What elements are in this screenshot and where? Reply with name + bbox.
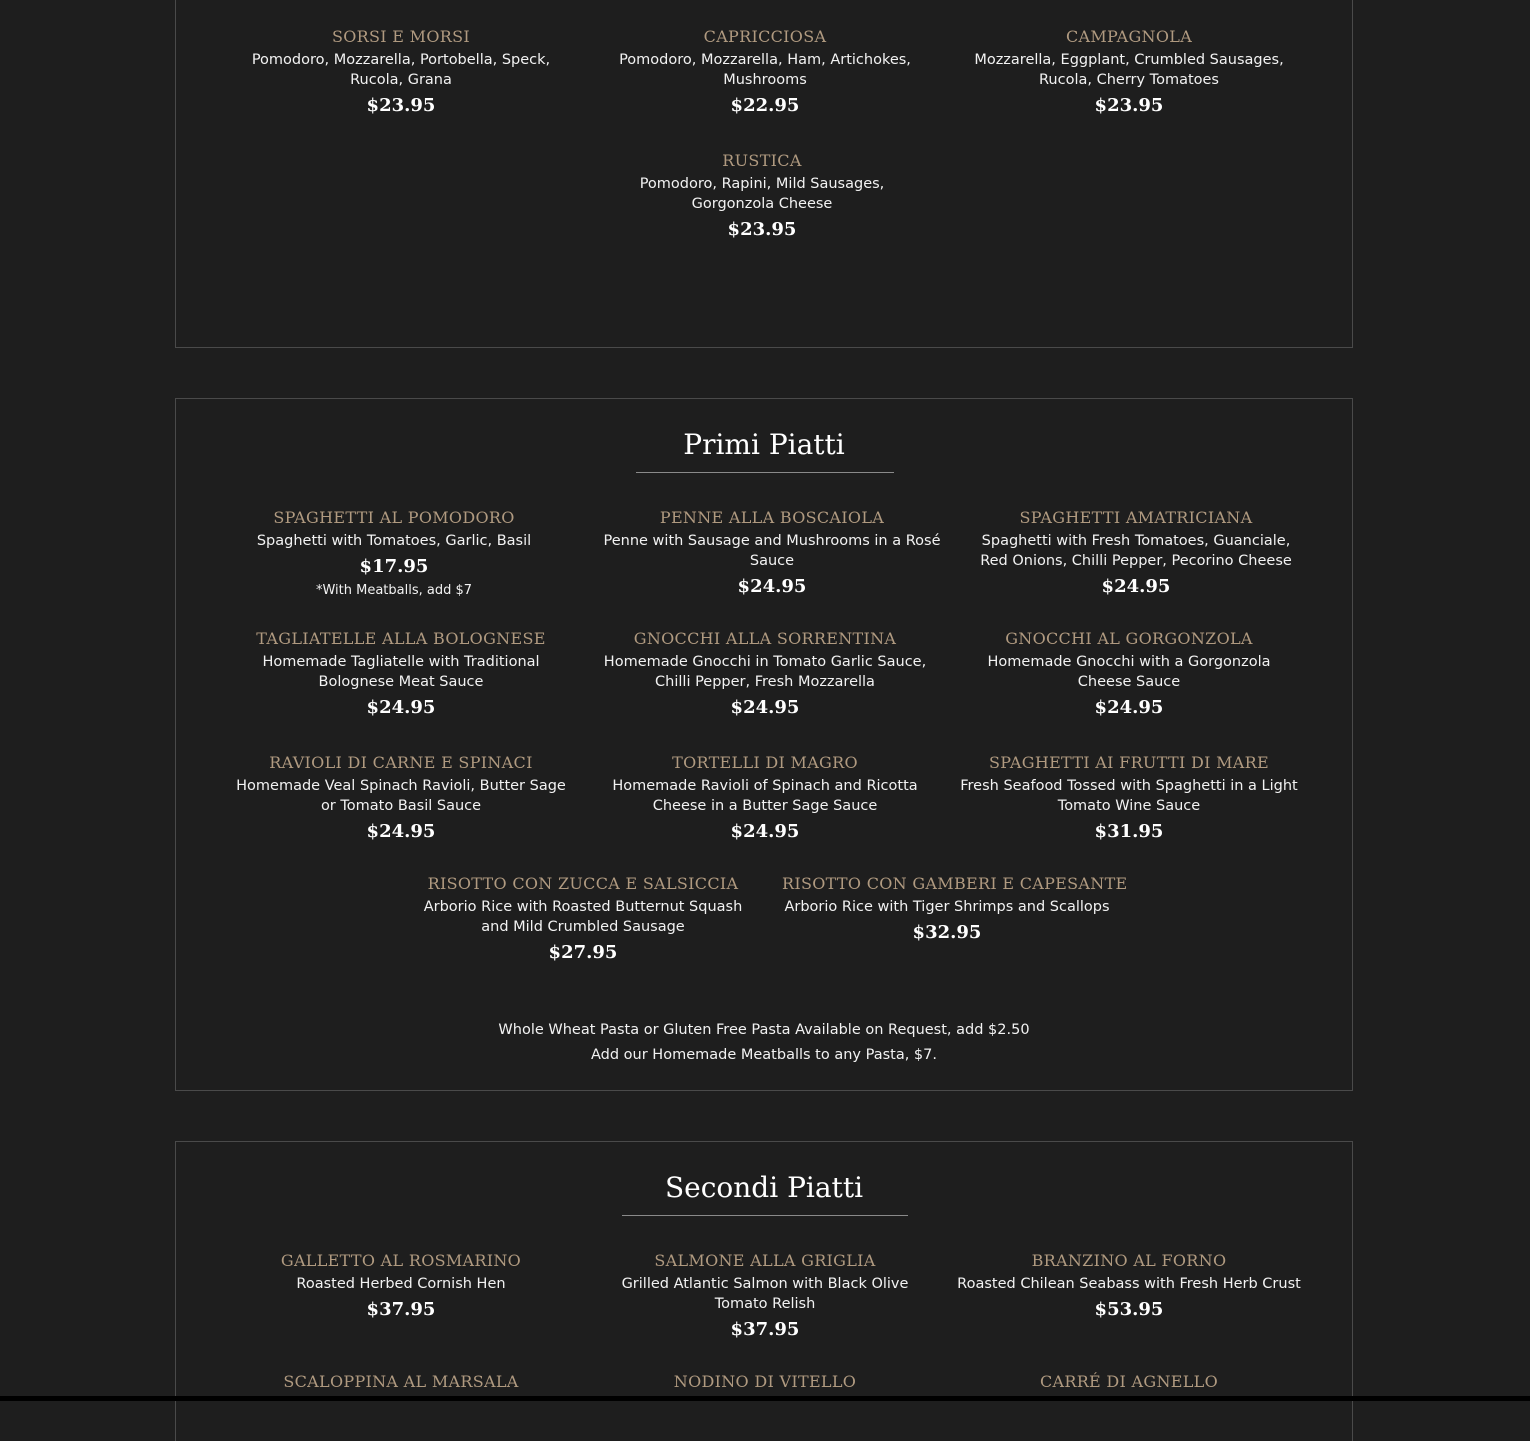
menu-item bbox=[251, 629, 551, 721]
item-description: Homemade Tagliatelle with Traditional Bolognese Meat Sauce bbox=[262, 654, 540, 690]
menu-item bbox=[236, 1251, 566, 1323]
item-description: Roasted Herbed Cornish Hen bbox=[296, 1276, 506, 1292]
item-description: Arborio Rice with Roasted Butternut Squash and Mild Crumbled Sausage bbox=[423, 899, 743, 935]
item-price: $24.95 bbox=[730, 697, 800, 718]
menu-item bbox=[224, 508, 564, 600]
item-name: BRANZINO AL FORNO bbox=[1031, 1251, 1227, 1270]
section-divider bbox=[622, 1215, 908, 1216]
item-price: $31.95 bbox=[1094, 821, 1164, 842]
item-price: $24.95 bbox=[737, 576, 807, 597]
item-price: $24.95 bbox=[1094, 697, 1164, 718]
item-price: $17.95 bbox=[359, 556, 429, 577]
item-name: SPAGHETTI AMATRICIANA bbox=[1019, 508, 1253, 527]
item-price: $24.95 bbox=[366, 697, 436, 718]
item-name: CAMPAGNOLA bbox=[1065, 27, 1193, 46]
item-description: Grilled Atlantic Salmon with Black Olive Tomato Relish bbox=[621, 1276, 909, 1312]
item-price: $24.95 bbox=[730, 821, 800, 842]
item-price: $23.95 bbox=[1094, 95, 1164, 116]
item-name: CARRÉ DI AGNELLO bbox=[1039, 1372, 1219, 1391]
pasta-footnotes bbox=[176, 1018, 1352, 1068]
item-name: GNOCCHI AL GORGONZOLA bbox=[1005, 629, 1253, 648]
menu-item bbox=[959, 629, 1299, 721]
menu-item bbox=[597, 151, 927, 243]
item-description: Pomodoro, Mozzarella, Portobella, Speck, Rucola, Grana bbox=[251, 52, 551, 88]
footnote-gluten-free: Whole Wheat Pasta or Gluten Free Pasta Available on Request, add $2.50 bbox=[498, 1022, 1030, 1038]
menu-item bbox=[408, 874, 758, 966]
item-name: PENNE ALLA BOSCAIOLA bbox=[659, 508, 885, 527]
menu-item bbox=[966, 508, 1306, 600]
item-name: SALMONE ALLA GRIGLIA bbox=[654, 1251, 876, 1270]
item-name: SCALOPPINA AL MARSALA bbox=[283, 1372, 519, 1391]
item-description: Arborio Rice with Tiger Shrimps and Scallops bbox=[784, 899, 1110, 915]
item-name: SPAGHETTI AL POMODORO bbox=[273, 508, 515, 527]
item-name: CAPRICCIOSA bbox=[703, 27, 827, 46]
item-name: RISOTTO CON ZUCCA E SALSICCIA bbox=[427, 874, 739, 893]
item-name: TORTELLI DI MAGRO bbox=[672, 753, 858, 772]
menu-item bbox=[602, 508, 942, 600]
menu-item bbox=[954, 1251, 1304, 1323]
item-note: *With Meatballs, add $7 bbox=[315, 583, 473, 598]
item-name: RUSTICA bbox=[722, 151, 802, 170]
item-description: Penne with Sausage and Mushrooms in a Rosé Sauce bbox=[603, 533, 941, 569]
item-description: Spaghetti with Fresh Tomatoes, Guanciale, Red Onions, Chilli Pepper, Pecorino Cheese bbox=[980, 533, 1292, 569]
menu-item bbox=[605, 753, 925, 845]
item-name: TAGLIATELLE ALLA BOLOGNESE bbox=[256, 629, 546, 648]
menu-item bbox=[600, 1372, 930, 1392]
item-name: RAVIOLI DI CARNE E SPINACI bbox=[269, 753, 533, 772]
item-description: Roasted Chilean Seabass with Fresh Herb Crust bbox=[957, 1276, 1301, 1292]
menu-item bbox=[782, 874, 1128, 946]
pizza-section bbox=[175, 0, 1353, 348]
item-description: Spaghetti with Tomatoes, Garlic, Basil bbox=[256, 533, 532, 549]
item-description: Homemade Gnocchi with a Gorgonzola Cheese Sauce bbox=[987, 654, 1271, 690]
item-price: $32.95 bbox=[912, 922, 982, 943]
item-price: $53.95 bbox=[1094, 1299, 1164, 1320]
menu-item bbox=[236, 1372, 566, 1392]
item-name: RISOTTO CON GAMBERI E CAPESANTE bbox=[782, 874, 1128, 893]
menu-item bbox=[974, 27, 1284, 119]
item-description: Homemade Veal Spinach Ravioli, Butter Sage or Tomato Basil Sauce bbox=[236, 778, 566, 814]
item-price: $23.95 bbox=[727, 219, 797, 240]
bottom-edge bbox=[0, 1396, 1530, 1401]
item-description: Homemade Ravioli of Spinach and Ricotta Cheese in a Butter Sage Sauce bbox=[612, 778, 918, 814]
item-description: Pomodoro, Mozzarella, Ham, Artichokes, Mushrooms bbox=[619, 52, 911, 88]
menu-item bbox=[595, 1251, 935, 1343]
primi-piatti-section bbox=[175, 398, 1353, 1091]
footnote-meatballs: Add our Homemade Meatballs to any Pasta, $7. bbox=[590, 1047, 937, 1063]
item-price: $23.95 bbox=[366, 95, 436, 116]
item-price: $37.95 bbox=[730, 1319, 800, 1340]
item-name: GALLETTO AL ROSMARINO bbox=[280, 1251, 522, 1270]
menu-item bbox=[959, 753, 1299, 845]
item-price: $37.95 bbox=[366, 1299, 436, 1320]
section-divider bbox=[636, 472, 894, 473]
section-title: Primi Piatti bbox=[683, 428, 845, 461]
menu-item bbox=[251, 27, 551, 119]
item-description: Homemade Gnocchi in Tomato Garlic Sauce, Chilli Pepper, Fresh Mozzarella bbox=[603, 654, 927, 690]
item-price: $24.95 bbox=[1101, 576, 1171, 597]
menu-item bbox=[615, 27, 915, 119]
item-price: $27.95 bbox=[548, 942, 618, 963]
item-description: Mozzarella, Eggplant, Crumbled Sausages, Rucola, Cherry Tomatoes bbox=[974, 52, 1284, 88]
item-price: $22.95 bbox=[730, 95, 800, 116]
item-price: $24.95 bbox=[366, 821, 436, 842]
section-title: Secondi Piatti bbox=[664, 1171, 864, 1204]
item-name: NODINO DI VITELLO bbox=[673, 1372, 857, 1391]
menu-item bbox=[964, 1372, 1294, 1392]
item-description: Fresh Seafood Tossed with Spaghetti in a Light Tomato Wine Sauce bbox=[960, 778, 1298, 814]
item-name: GNOCCHI ALLA SORRENTINA bbox=[633, 629, 897, 648]
item-name: SPAGHETTI AI FRUTTI DI MARE bbox=[989, 753, 1269, 772]
menu-item bbox=[600, 629, 930, 721]
menu-item bbox=[229, 753, 574, 845]
item-description: Pomodoro, Rapini, Mild Sausages, Gorgonzola Cheese bbox=[639, 176, 885, 212]
item-name: SORSI E MORSI bbox=[332, 27, 470, 46]
